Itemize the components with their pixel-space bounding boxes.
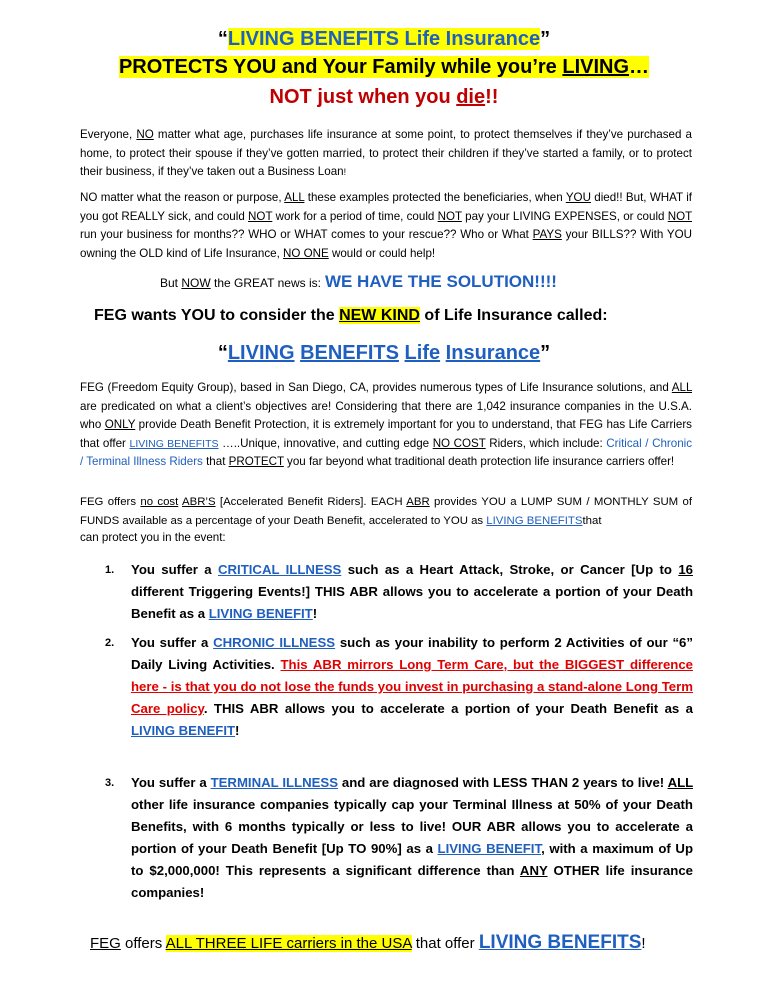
item-number: 1.	[105, 564, 115, 576]
p2-you: YOU	[565, 191, 591, 204]
p3-riders: Critical / Chronic / Terminal Illness Riders	[80, 436, 693, 469]
i1-text-a: You suffer a	[131, 562, 218, 577]
p2-no-one: NO ONE	[283, 246, 329, 260]
consider-new-kind: NEW KIND	[339, 307, 420, 324]
p2-not3: NOT	[667, 209, 693, 223]
i1-text-b: such as a Heart Attack, Stroke, or Cancer [Up to	[341, 562, 679, 577]
paragraph-everyone	[80, 126, 692, 182]
paragraph-feg-description	[80, 379, 692, 472]
p2-text-f: run your business for months?? WHO or WHAT comes to your rescue?? Who or What	[80, 228, 533, 242]
item-number: 2.	[105, 637, 115, 649]
great-news-line	[160, 272, 557, 292]
p3-text-e: Riders, which include:	[485, 436, 607, 450]
i1-text-d: !	[312, 606, 318, 621]
p4-text-e: that	[582, 514, 602, 527]
p2-text-d: work for a period of time, could	[272, 209, 438, 223]
headline-not-die-a: NOT just when you	[269, 86, 457, 108]
p4-abrs: ABR’S	[182, 496, 216, 508]
lb-open-quote: “	[217, 342, 228, 364]
i2-red-text: This ABR mirrors Long Term Care, but the BIGGEST difference here - is that you do not lose the funds you invest in purchasing a stand-alone Long Term Care policy	[131, 657, 693, 716]
lb-word-life: Life	[404, 342, 441, 364]
p2-pays: PAYS	[532, 228, 562, 242]
i1-living-benefit: LIVING BENEFIT	[208, 606, 313, 621]
headline-main: LIVING BENEFITS Life Insurance	[227, 28, 541, 50]
consider-text-b: of Life Insurance called:	[419, 307, 608, 324]
i3-any: ANY	[519, 863, 548, 878]
i1-illness: CRITICAL ILLNESS	[217, 562, 342, 577]
p4-no-cost: no cost	[140, 496, 179, 508]
p3-only: ONLY	[104, 418, 136, 432]
p3-text-g: you far beyond what traditional death protection life insurance carriers offer!	[283, 455, 675, 469]
lb-word-living: LIVING	[227, 342, 295, 364]
p3-text-b: are predicated on what a client’s objectives are! Considering that there are 1,042 insurance companies in the U.S.A. who	[80, 399, 692, 432]
p2-not2: NOT	[437, 209, 462, 223]
p3-text-f: that	[202, 455, 229, 469]
p2-text-g: your BILLS?? With YOU owning the OLD kind of Life Insurance,	[80, 228, 692, 260]
i2-text-d: !	[235, 723, 240, 738]
p2-all: ALL	[284, 191, 305, 204]
headline-not-die-b: !!	[485, 86, 499, 108]
i3-illness: TERMINAL ILLNESS	[210, 775, 339, 790]
paragraph-abr	[80, 493, 692, 530]
p3-protect: PROTECT	[228, 455, 284, 469]
news-solution: WE HAVE THE SOLUTION!!!!	[324, 272, 557, 291]
i2-living-benefit: LIVING BENEFIT	[131, 723, 236, 738]
i3-text-d: , with a maximum of Up to $2,000,000! This represents a significant difference than	[131, 841, 693, 878]
headline-open-quote: “	[217, 28, 228, 50]
item-text	[131, 632, 693, 742]
i3-text-c: other life insurance companies typically cap your Terminal Illness at 50% of your Death Benefits, with 6 months typically or less to live! OUR ABR allows you to accelerate a portion of your Death Benefit [Up TO 90%] as a	[131, 797, 693, 856]
paragraph-no-matter	[80, 189, 692, 263]
footer-line	[90, 932, 646, 954]
p4-text-f: can protect you in the event:	[80, 531, 226, 544]
headline-die: die	[456, 86, 486, 108]
i3-text-a: You suffer a	[131, 775, 211, 790]
i2-text-a: You suffer a	[131, 635, 214, 650]
p4-abr: ABR	[406, 496, 430, 508]
lb-close-quote: ”	[540, 342, 551, 364]
i2-illness: CHRONIC ILLNESS	[213, 635, 336, 650]
p1-text-b: matter what age, purchases life insurance at some point, to protect themselves if they’ve purchased a home, to protect their spouse if they’ve gotten married, to protect their children if they’ve started a family, or to protect their business, if they’ve taken out a Business Loan	[80, 128, 693, 179]
p3-text-d: …..Unique, innovative, and cutting edge	[218, 436, 433, 450]
headline-title	[0, 28, 768, 51]
news-text-b: the GREAT news is:	[210, 276, 321, 290]
p3-no-cost: NO COST	[432, 436, 486, 450]
footer-all-three: ALL THREE LIFE carriers in the USA	[165, 935, 412, 952]
p2-not1: NOT	[248, 209, 273, 223]
lb-word-insurance: Insurance	[445, 342, 541, 364]
news-now: NOW	[181, 276, 211, 290]
item-text	[131, 559, 693, 625]
paragraph-abr-cont	[80, 531, 226, 544]
i3-living-benefit: LIVING BENEFIT	[437, 841, 542, 856]
living-benefits-title	[0, 342, 768, 365]
p2-text-a: NO matter what the reason or purpose,	[80, 191, 285, 204]
headline-not-die	[0, 86, 768, 109]
i3-all: ALL	[667, 775, 693, 790]
p2-text-h: would or could help!	[328, 246, 436, 260]
lb-word-benefits: BENEFITS	[300, 342, 399, 364]
headline-close-quote: ”	[540, 28, 551, 50]
i3-text-e: OTHER life insurance companies!	[131, 863, 693, 900]
headline-protects-b: …	[629, 56, 650, 78]
i3-text-b: and are diagnosed with LESS THAN 2 years to live!	[338, 775, 668, 790]
footer-living-benefits: LIVING BENEFITS	[478, 932, 642, 953]
p1-no: NO	[136, 128, 154, 141]
news-text-a: But	[160, 276, 182, 290]
feg-consider-line	[94, 307, 608, 325]
p2-text-e: pay your LIVING EXPENSES, or could	[461, 209, 668, 223]
i2-text-c: . THIS ABR allows you to accelerate a portion of your Death Benefit as a	[203, 701, 693, 716]
footer-text-b: that offer	[411, 935, 479, 952]
consider-text-a: FEG wants YOU to consider the	[94, 307, 340, 324]
i2-text-b: such as your inability to perform 2 Activities of our “6” Daily Living Activities.	[131, 635, 693, 672]
footer-feg: FEG	[90, 935, 121, 952]
p2-text-c: died!! But, WHAT if you got REALLY sick, and could	[80, 191, 692, 223]
i1-sixteen: 16	[678, 562, 693, 577]
p1-text-c: !	[343, 167, 347, 178]
item-number: 3.	[105, 777, 115, 789]
headline-protects	[0, 56, 768, 79]
p3-text-a: FEG (Freedom Equity Group), based in San Diego, CA, provides numerous types of Life Insurance solutions, and	[80, 381, 672, 394]
p4-text-c: [Accelerated Benefit Riders]. EACH	[215, 496, 407, 508]
p1-text-a: Everyone,	[80, 128, 137, 141]
p2-text-b: these examples protected the beneficiaries, when	[304, 191, 566, 204]
p4-text-a: FEG offers	[80, 496, 141, 508]
p4-text-d: provides YOU a LUMP SUM / MONTHLY SUM of FUNDS available as a percentage of your Death Benefit, accelerated to YOU as	[80, 496, 692, 527]
footer-text-a: offers	[120, 935, 166, 952]
i1-text-c: different Triggering Events!] THIS ABR allows you to accelerate a portion of your Death Benefit as a	[131, 584, 693, 621]
headline-protects-a: PROTECTS YOU and Your Family while you’re	[118, 56, 563, 78]
p3-text-c: provide Death Benefit Protection, it is extremely important for you to understand, that FEG has Life Carriers that offer	[80, 418, 692, 450]
p3-living-benefits: LIVING BENEFITS	[129, 437, 219, 450]
item-text	[131, 772, 693, 904]
headline-protects-living: LIVING	[562, 56, 630, 78]
p3-all: ALL	[671, 381, 692, 394]
p4-living-benefits: LIVING BENEFITS	[486, 514, 583, 527]
footer-text-c: !	[641, 935, 646, 952]
